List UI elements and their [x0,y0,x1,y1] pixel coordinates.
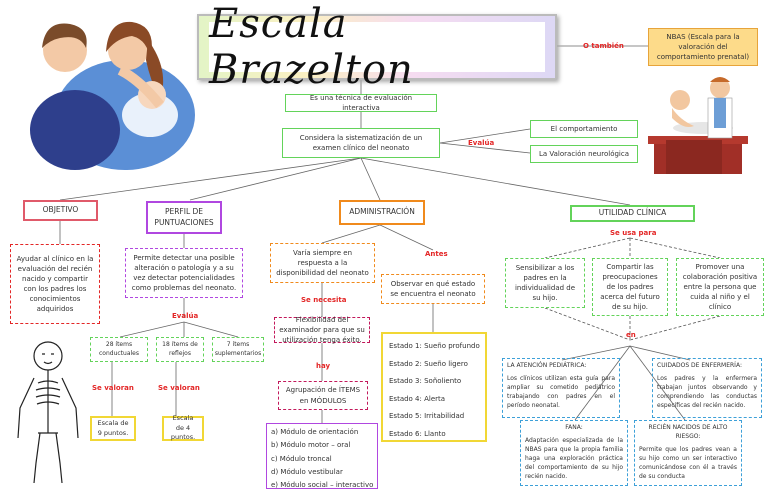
se-valoran-label-1: Se valoran [92,384,134,392]
agrupacion-text: Agrupación de ÍTEMS en MÓDULOS [278,381,368,410]
admin-text: Varía siempre en respuesta a la disponibilidad del neonato [270,243,375,283]
escala-4: Escala de 4 puntos. [162,416,204,441]
hay-label: hay [316,362,331,370]
estado-item: Estado 2: Sueño ligero [389,359,468,368]
utilidad-item-2: Compartir las preocupaciones de los padres acerca del futuro de su hijo. [592,258,668,316]
recien-text: Permite que los padres vean a su hijo como un ser interactivo comunicándose con él a través de su conducta [639,446,737,480]
branch-perfil: PERFIL DE PUNTUACIONES [146,201,222,234]
evalua-label: Evalúa [468,139,495,147]
se-usa-para-label: Se usa para [610,229,657,237]
fana-box [520,420,628,486]
perfil-item-reflejos: 18 ítems de reflejos [156,337,204,362]
branch-objetivo: OBJETIVO [23,200,98,221]
fana-text: Adaptación especializada de la NBAS para que la propia familia haga una exploración práctica del comportamiento de su hijo recién nacido. [525,437,623,480]
estados-list [381,332,487,442]
se-valoran-label-2: Se valoran [158,384,200,392]
flex-text: Flexibilidad del examinador para que su utilización tenga éxito. [274,317,370,343]
modulo-item: d) Módulo vestibular [271,467,343,476]
child-illustration [8,338,88,488]
utilidad-item-1: Sensibilizar a los padres en la individualidad de su hijo. [505,258,585,308]
also-label: O también [583,42,624,50]
perfil-item-conductuales: 28 ítems conductuales [90,337,148,362]
evalua2-label: Evalúa [172,312,199,320]
utilidad-item-3: Promover una colaboración positiva entre la persona que cuida al niño y el clínico [676,258,764,316]
objetivo-text: Ayudar al clínico en la evaluación del recién nacido y compartir con los padres los conocimientos adquiridos [10,244,100,324]
estado-item: Estado 4: Alerta [389,394,446,403]
eval-item-neuro: La Valoración neurológica [530,145,638,163]
antes-label: Antes [425,250,448,258]
estado-item: Estado 6: Llanto [389,429,446,438]
nbas-box: NBAS (Escala para la valoración del comportamiento prenatal) [648,28,758,66]
estado-item: Estado 5: Irritabilidad [389,412,465,420]
estado-item: Estado 1: Sueño profundo [389,342,480,350]
atencion-title: LA ATENCIÓN PEDIÁTRICA: [507,362,587,369]
modulo-item: b) Módulo motor – oral [271,441,351,450]
observar-text: Observar en qué estado se encuentra el neonato [381,274,485,304]
eval-item-behavior: El comportamiento [530,120,638,138]
escala-9: Escala de 9 puntos. [90,416,136,441]
modulos-list [266,423,378,489]
consideration-box: Considera la sistematización de un examen clínico del neonato [282,128,440,158]
perfil-item-suplementarios: 7 ítems suplementarios [212,337,264,362]
estado-item: Estado 3: Soñoliento [389,377,462,385]
page-title: Escala Brazelton [209,22,545,72]
doctor-illustration [648,70,763,180]
se-necesita-label: Se necesita [301,296,347,304]
fana-title: FANA: [565,424,583,431]
modulo-item: c) Módulo troncal [271,454,332,463]
title-banner [197,1,557,93]
atencion-text: Los clínicos utilizan esta guía para ampliar su cometido pediátrico trabajando con padres en el período neonatal. [507,375,615,409]
cuidados-text: Los padres y la enfermera trabajan juntos observando y comprendiendo las conductas específicas del recién nacido. [657,375,757,409]
branch-administracion: ADMINISTRACIÓN [339,200,425,225]
cuidados-box [652,358,762,418]
modulo-item: a) Módulo de orientación [271,428,359,436]
modulo-item: e) Módulo social – interactivo [271,481,374,490]
cuidados-title: CUIDADOS DE ENFERMERÍA: [657,362,742,369]
atencion-box [502,358,620,418]
recien-box [634,420,742,486]
perfil-text: Permite detectar una posible alteración o patología y a su vez detectar potencialidades como problemas del neonato. [125,248,243,298]
en-label: en [626,331,636,339]
definition-box: Es una técnica de evaluación interactiva [285,94,437,112]
branch-utilidad: UTILIDAD CLÍNICA [570,205,695,222]
family-illustration [20,10,200,170]
recien-title: RECIÉN NACIDOS DE ALTO RIESGO: [648,424,728,440]
